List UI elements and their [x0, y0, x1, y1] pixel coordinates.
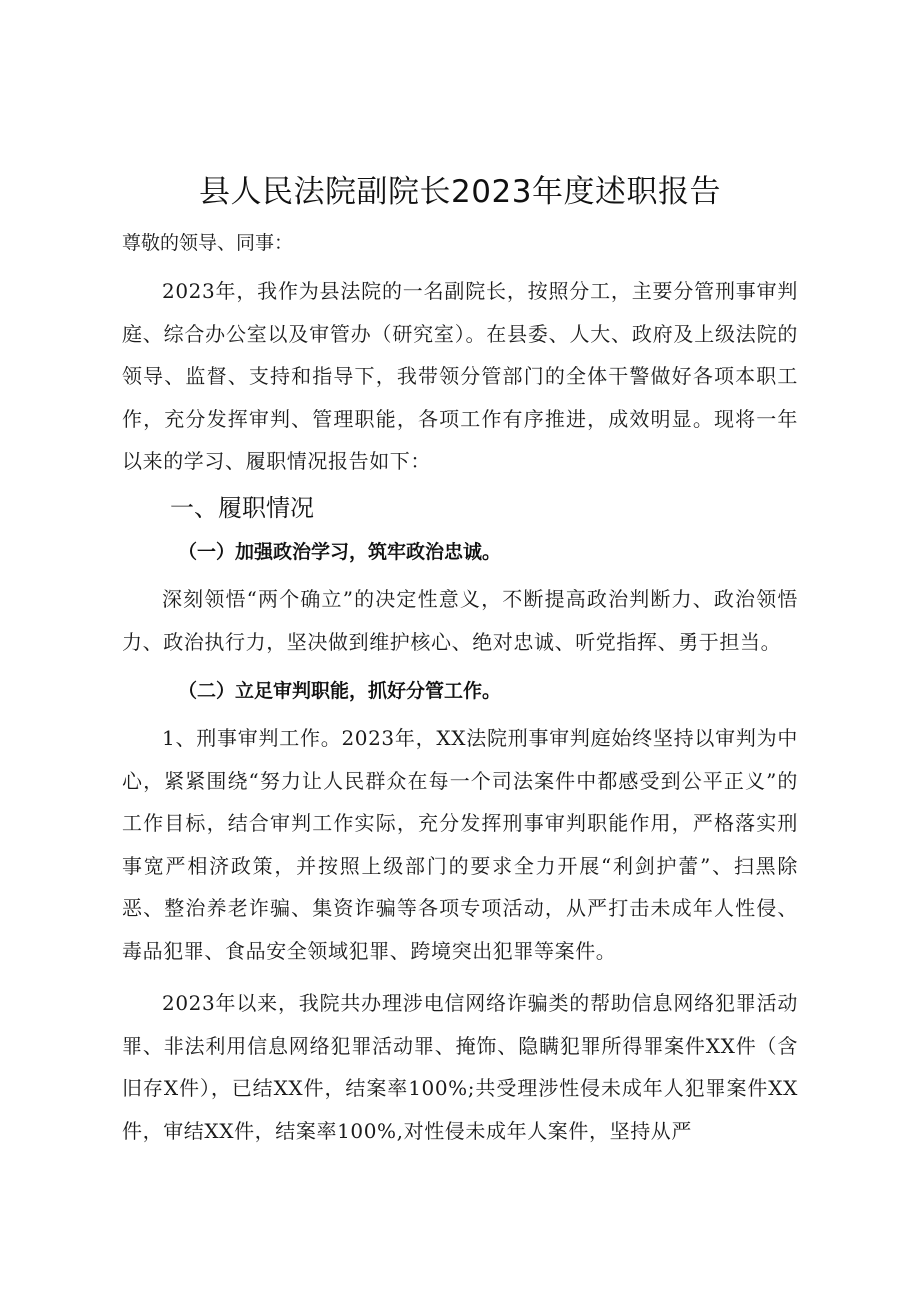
- document-title: 县人民法院副院长2023年度述职报告: [199, 174, 721, 210]
- criminal-trial-paragraph: 1、刑事审判工作。2023年，XX法院刑事审判庭始终坚持以审判为中心，紧紧围绕“努力让人民群众在每一个司法案件中都感受到公平正义”的工作目标，结合审判工作实际，充分发挥刑事审判职能作用，严格落实刑事宽严相济政策，并按照上级部门的要求全力开展“利剑护蕾”、扫黑除恶、整治养老诈骗、集资诈骗等各项专项活动，从严打击未成年人性侵、毒品犯罪、食品安全领域犯罪、跨境突出犯罪等案件。: [122, 726, 798, 963]
- political-study-paragraph: 深刻领悟“两个确立”的决定性意义，不断提高政治判断力、政治领悟力、政治执行力，坚决做到维护核心、绝对忠诚、听党指挥、勇于担当。: [122, 587, 798, 654]
- subsection-heading-judicial-duties: （二）立足审判职能，抓好分管工作。: [178, 680, 502, 702]
- salutation: 尊敬的领导、同事：: [122, 232, 294, 254]
- subsection-heading-political-study: （一）加强政治学习，筑牢政治忠诚。: [178, 541, 502, 563]
- case-statistics-paragraph: 2023年以来，我院共办理涉电信网络诈骗类的帮助信息网络犯罪活动罪、非法利用信息网络犯罪活动罪、掩饰、隐瞒犯罪所得罪案件XX件（含旧存X件），已结XX件，结案率100%;共受理涉性侵未成年人犯罪案件XX件，审结XX件，结案率100%,对性侵未成年人案件，坚持从严: [122, 991, 798, 1143]
- section-heading-performance: 一、履职情况: [170, 494, 314, 522]
- intro-paragraph: 2023年，我作为县法院的一名副院长，按照分工，主要分管刑事审判庭、综合办公室以及审管办（研究室）。在县委、人大、政府及上级法院的领导、监督、支持和指导下，我带领分管部门的全体干警做好各项本职工作，充分发挥审判、管理职能，各项工作有序推进，成效明显。现将一年以来的学习、履职情况报告如下：: [122, 279, 798, 473]
